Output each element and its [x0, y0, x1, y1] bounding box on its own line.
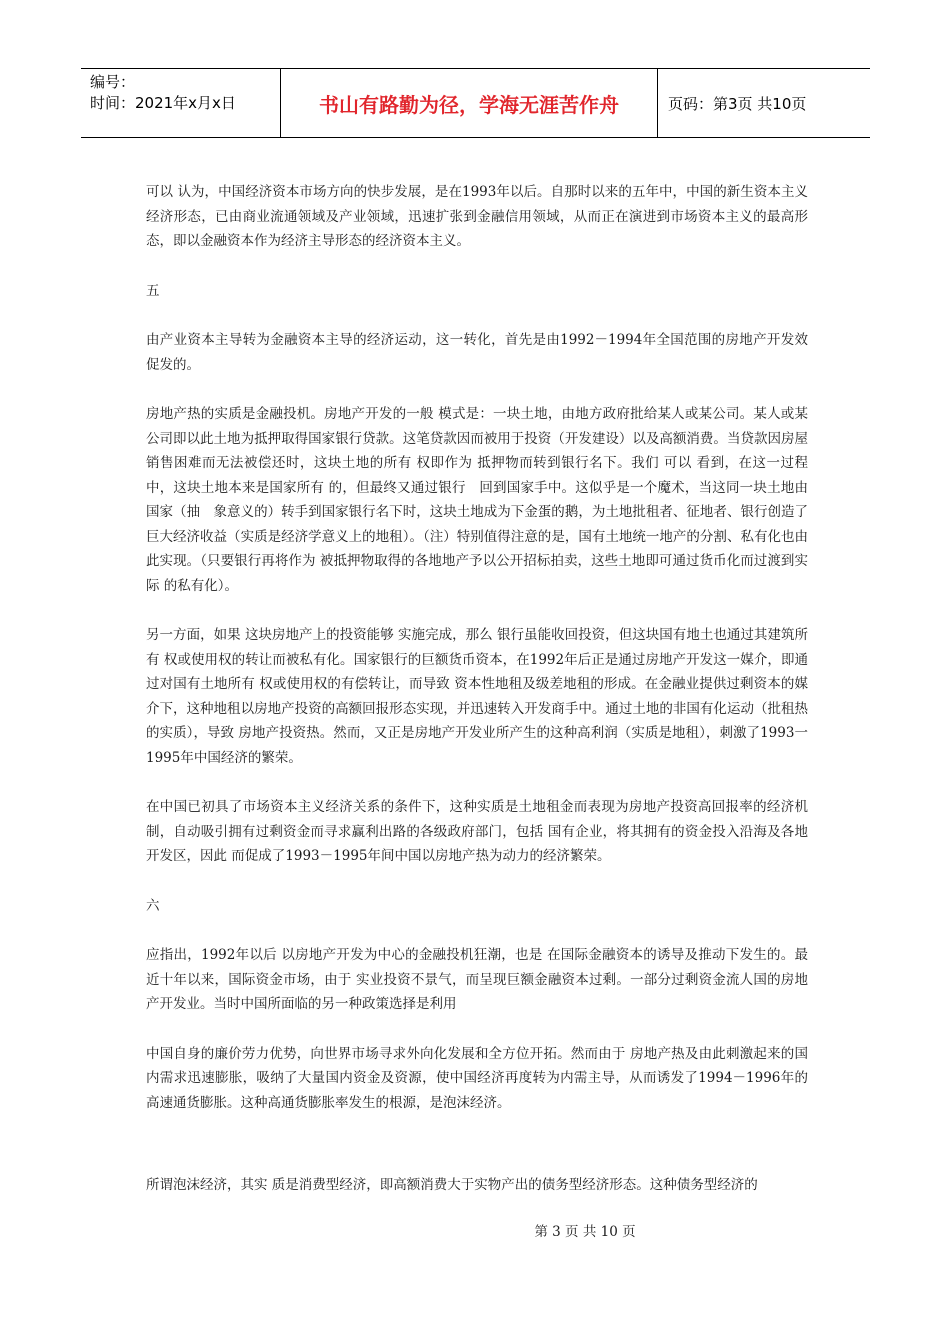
page-header [81, 68, 870, 138]
paragraph: 房地产热的实质是金融投机。房地产开发的一般 模式是：一块土地，由地方政府批给某人或某公司。某人或某公司即以此土地为抵押取得国家银行贷款。这笔贷款因而被用于投资（开发建设）以及高额消费。当贷款因房屋销售困难而无法被偿还时，这块土地的所有 权即作为 抵押物而转到银行名下。我们 可以 看到，在这一过程中，这块土地本来是国家所有 的，但最终又通过银行 回到国家手中。这似乎是一个魔术，当这同一块土地由国家（抽 象意义的）转手到国家银行名下时，这块土地成为下金蛋的鹅，为土地批租者、征地者、银行创造了巨大经济收益（实质是经济学意义上的地租）。（注）特别值得注意的是，国有土地统一地产的分割、私有化也由此实现。（只要银行再将作为 被抵押物取得的各地地产予以公开招标拍卖，这些土地即可通过货币化而过渡到实际 的私有化）。 [146, 406, 808, 594]
document-time-label: 时间：2021年x月x日 [90, 94, 236, 112]
paragraph: 由产业资本主导转为金融资本主导的经济运动，这一转化，首先是由1992－1994年全国范围的房地产开发效促发的。 [146, 332, 808, 373]
document-code-label: 编号： [90, 73, 136, 91]
paragraph: 所谓泡沫经济，其实 质是消费型经济，即高额消费大于实物产出的债务型经济形态。这种债务型经济的 [146, 1177, 758, 1193]
document-body [146, 180, 808, 1223]
paragraph: 应指出，1992年以后 以房地产开发为中心的金融投机狂潮，也是 在国际金融资本的诱导及推动下发生的。最近十年以来，国际资金市场，由于 实业投资不景气，而呈现巨额金融资本过剩。一部分过剩资金流人国的房地产开发业。当时中国所面临的另一种政策选择是利用 [146, 947, 808, 1012]
page-footer: 第 3 页 共 10 页 [534, 1224, 636, 1240]
paragraph: 另一方面，如果 这块房地产上的投资能够 实施完成，那么 银行虽能收回投资，但这块国有地土也通过其建筑所有 权或使用权的转让而被私有化。国家银行的巨额货币资本，在1992年后正是通过房地产开发这一媒介，即通过对国有土地所有 权或使用权的有偿转让，而导致 资本性地租及级差地租的形成。在金融业提供过剩资本的媒介下，这种地租以房地产投资的高额回报形态实现，并迅速转入开发商手中。通过土地的非国有化运动（批租热的实质），导致 房地产投资热。然而，又正是房地产开发业所产生的这种高利润（实质是地租），刺激了1993一1995年中国经济的繁荣。 [146, 627, 808, 766]
section-heading: 五 [146, 282, 160, 299]
paragraph: 中国自身的廉价劳力优势，向世界市场寻求外向化发展和全方位开拓。然而由于 房地产热及由此刺激起来的国内需求迅速膨胀，吸纳了大量国内资金及资源，使中国经济再度转为内需主导，从而诱发了1994－1996年的高速通货膨胀。这种高通货膨胀率发生的根源，是泡沫经济。 [146, 1045, 808, 1111]
header-page-number: 页码：第3页 共10页 [668, 94, 807, 113]
section-heading: 六 [146, 897, 160, 914]
paragraph: 可以 认为，中国经济资本市场方向的快步发展，是在1993年以后。自那时以来的五年中，中国的新生资本主义经济形态，已由商业流通领域及产业领域，迅速扩张到金融信用领域，从而正在演进到市场资本主义的最高形态，即以金融资本作为经济主导形态的经济资本主义。 [146, 184, 808, 249]
header-meta [81, 69, 280, 137]
header-motto: 书山有路勤为径，学海无涯苦作舟 [280, 69, 658, 137]
paragraph: 在中国已初具了市场资本主义经济关系的条件下，这种实质是土地租金而表现为房地产投资高回报率的经济机制，自动吸引拥有过剩资金而寻求赢利出路的各级政府部门，包括 国有企业，将其拥有的资金投入沿海及各地开发区，因此 而促成了1993－1995年间中国以房地产热为动力的经济繁荣。 [146, 799, 808, 864]
